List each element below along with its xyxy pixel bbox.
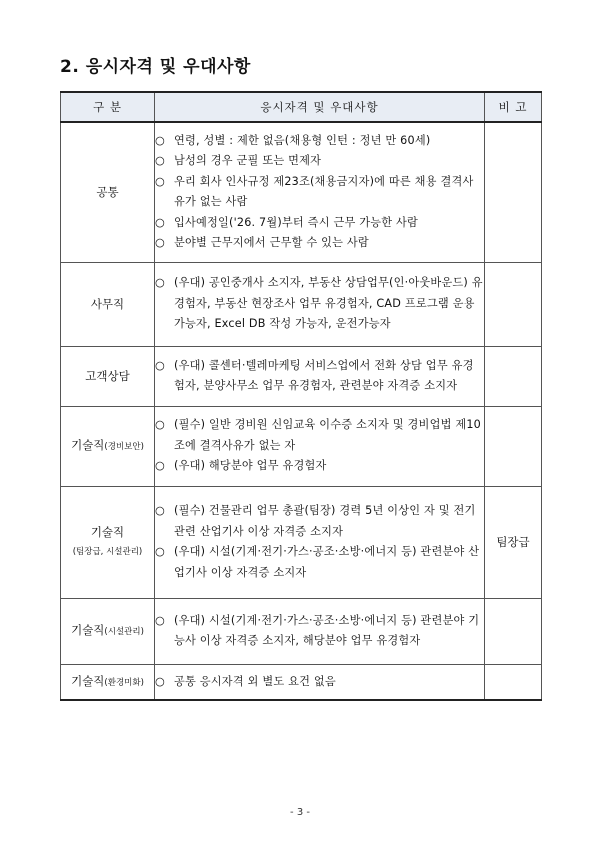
- circle-bullet-icon: ○: [155, 613, 165, 627]
- table-row: [61, 346, 542, 406]
- list-item-text: (우대) 시설(기계·전기·가스·공조·소방·에너지 등) 관련분야 산업기사 이상 자격증 소지자: [174, 545, 480, 579]
- circle-bullet-icon: ○: [155, 418, 165, 432]
- list-item-text: 입사예정일('26. 7월)부터 즉시 근무 가능한 사람: [174, 215, 419, 229]
- circle-bullet-icon: ○: [155, 545, 165, 558]
- row-category: [61, 486, 155, 598]
- list-item: [155, 131, 484, 152]
- row-category: [61, 346, 155, 406]
- list-item-text: 연령, 성별 : 제한 없음(채용형 인턴 : 정년 만 60세): [174, 133, 431, 147]
- row-category-sublabel: (시설관리): [104, 627, 144, 637]
- circle-bullet-icon: ○: [155, 459, 165, 473]
- row-category-sublabel: (환경미화): [104, 677, 144, 688]
- circle-bullet-icon: ○: [155, 133, 165, 147]
- header-note: 비 고: [485, 92, 542, 122]
- row-category: [61, 664, 155, 700]
- row-category-sublabel: (팀장급, 시설관리): [72, 547, 143, 557]
- list-item: [155, 456, 484, 477]
- row-note: [485, 262, 542, 346]
- requirement-list: [155, 273, 484, 335]
- section-title: 2. 응시자격 및 우대사항: [60, 57, 251, 77]
- list-item: [155, 233, 484, 254]
- list-item: [155, 273, 484, 335]
- list-item-text: (우대) 콜센터·텔레마케팅 서비스업에서 전화 상담 업무 유경험자, 분양사무소 업무 유경험자, 관련분야 자격증 소지자: [174, 358, 474, 392]
- row-category-label: 기술직: [71, 438, 105, 452]
- row-note: 팀장급: [485, 486, 542, 598]
- list-item-text: (우대) 시설(기계·전기·가스·공조·소방·에너지 등) 관련분야 기능사 이상 자격증 소지자, 해당분야 업무 유경험자: [174, 613, 480, 647]
- row-content: [155, 346, 485, 406]
- page-number: - 3 -: [290, 807, 310, 818]
- circle-bullet-icon: ○: [155, 504, 165, 517]
- table-row: [61, 406, 542, 486]
- row-note: [485, 406, 542, 486]
- list-item: [155, 172, 484, 213]
- requirement-list: [155, 611, 484, 652]
- list-item: [155, 213, 484, 234]
- table-row: [61, 262, 542, 346]
- row-note: [485, 122, 542, 262]
- requirement-list: [155, 415, 484, 477]
- row-content: [155, 664, 485, 700]
- table-row: [61, 664, 542, 700]
- row-note: [485, 346, 542, 406]
- row-note: [485, 664, 542, 700]
- row-content: [155, 486, 485, 598]
- list-item: [155, 672, 484, 693]
- header-content: 응시자격 및 우대사항: [155, 92, 485, 122]
- row-content: [155, 122, 485, 262]
- list-item-text: (우대) 해당분야 업무 유경험자: [174, 459, 327, 473]
- list-item-text: 우리 회사 인사규정 제23조(채용금지자)에 따른 채용 결격사유가 없는 사람: [174, 174, 474, 209]
- row-category-sublabel: (경비보안): [104, 442, 144, 452]
- table-row: [61, 486, 542, 598]
- list-item: [155, 501, 484, 542]
- circle-bullet-icon: ○: [155, 154, 165, 168]
- list-item-text: 분야별 근무지에서 근무할 수 있는 사람: [174, 236, 369, 250]
- row-category-label: 기술직: [71, 623, 105, 637]
- row-category-label: 사무직: [90, 297, 125, 311]
- circle-bullet-icon: ○: [155, 674, 165, 688]
- requirement-list: [155, 501, 484, 583]
- row-category: [61, 406, 155, 486]
- list-item-text: (필수) 일반 경비원 신임교육 이수증 소지자 및 경비업법 제10조에 결격사유가 없는 자: [174, 418, 481, 452]
- circle-bullet-icon: ○: [155, 236, 165, 250]
- row-category: [61, 262, 155, 346]
- header-category: 구 분: [61, 92, 155, 122]
- row-category-label: 기술직: [90, 525, 125, 539]
- row-content: [155, 406, 485, 486]
- list-item: [155, 611, 484, 652]
- table-row: [61, 598, 542, 664]
- row-note: [485, 598, 542, 664]
- requirement-list: [155, 131, 484, 254]
- row-category-label: 기술직: [71, 673, 105, 688]
- table-header-row: [61, 92, 542, 122]
- list-item: [155, 356, 484, 397]
- requirements-table: [60, 91, 542, 701]
- row-category: [61, 122, 155, 262]
- list-item: [155, 151, 484, 172]
- row-content: [155, 598, 485, 664]
- table-body: [61, 122, 542, 700]
- list-item-text: 남성의 경우 군필 또는 면제자: [174, 154, 322, 168]
- list-item-text: (우대) 공인중개사 소지자, 부동산 상담업무(인·아웃바운드) 유경험자, 부동산 현장조사 업무 유경험자, CAD 프로그램 운용 가능자, Excel DB 작성 가능자, 운전가능자: [174, 276, 483, 331]
- row-content: [155, 262, 485, 346]
- requirement-list: [155, 672, 484, 693]
- row-category-label: 공통: [96, 185, 119, 200]
- requirement-list: [155, 356, 484, 397]
- row-category-label: 고객상담: [85, 369, 130, 383]
- row-category: [61, 598, 155, 664]
- list-item-text: (필수) 건물관리 업무 총괄(팀장) 경력 5년 이상인 자 및 전기 관련 산업기사 이상 자격증 소지자: [174, 504, 476, 538]
- list-item: [155, 415, 484, 456]
- circle-bullet-icon: ○: [155, 215, 165, 229]
- table-row: [61, 122, 542, 262]
- list-item: [155, 542, 484, 583]
- circle-bullet-icon: ○: [155, 276, 165, 290]
- circle-bullet-icon: ○: [155, 358, 165, 372]
- circle-bullet-icon: ○: [155, 174, 165, 188]
- list-item-text: 공통 응시자격 외 별도 요건 없음: [174, 674, 336, 688]
